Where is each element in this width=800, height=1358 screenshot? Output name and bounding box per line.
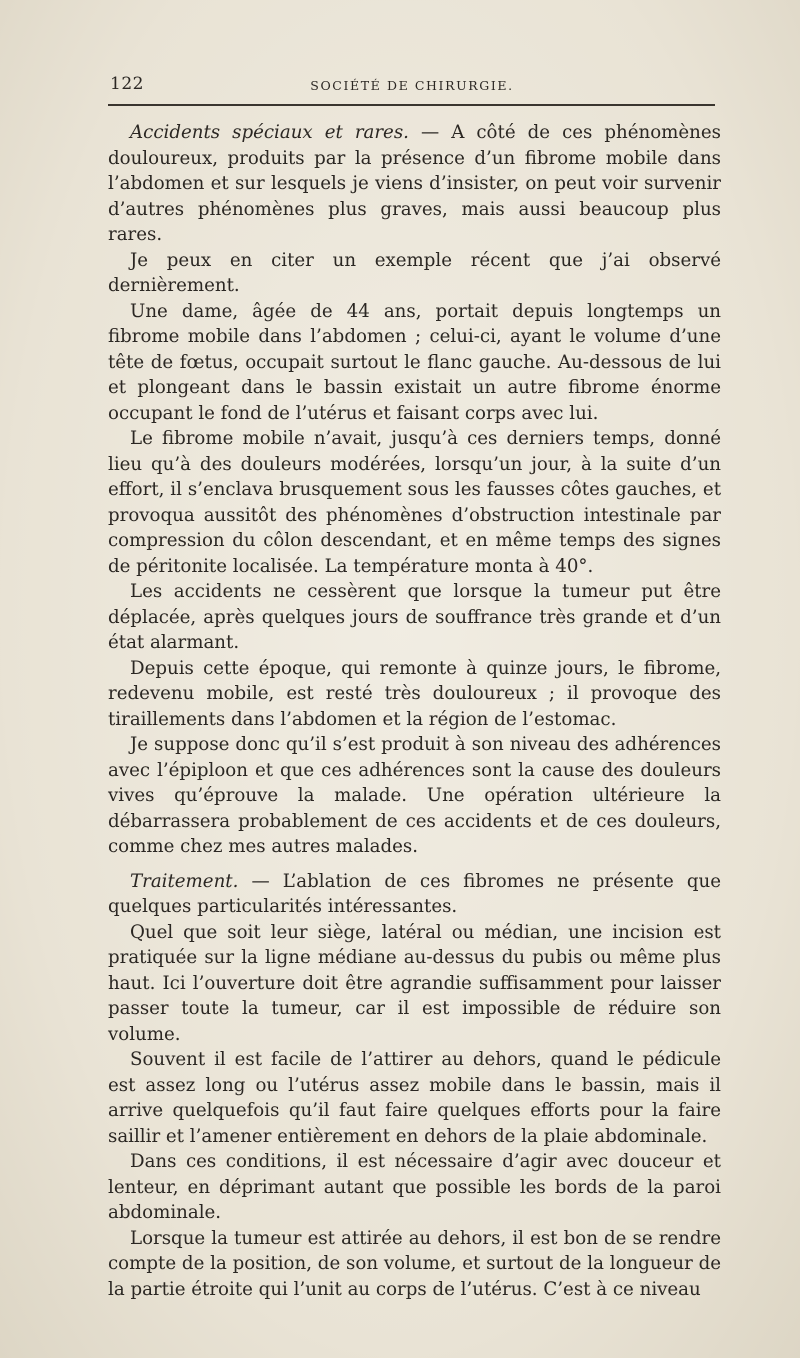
- paragraph: Lorsque la tumeur est attirée au dehors, il est bon de se rendre compte de la position, de son volume, et surtout de la longueur de la partie étroite qui l’unit au corps de l’utérus. C’est à ce niveau: [108, 1227, 721, 1300]
- paragraph: Souvent il est facile de l’attirer au dehors, quand le pédicule est assez long ou l’utérus assez mobile dans le bassin, mais il arrive quelquefois qu’il faut faire quelques efforts pour la faire saillir et l’amener entièrement en dehors de la plaie abdominale.: [108, 1049, 721, 1147]
- body-text: [108, 120, 721, 1302]
- paragraph: Je suppose donc qu’il s’est produit à son niveau des adhérences avec l’épiploon et que ces adhérences sont la cause des douleurs vives qu’éprouve la malade. Une opération ultérieure la débarrassera probablement de ces accidents et de ces douleurs, comme chez mes autres malades.: [108, 734, 721, 857]
- paragraph: Accidents spéciaux et rares. — A côté de ces phénomènes douloureux, produits par la présence d’un fibrome mobile dans l’abdomen et sur lesquels je viens d’insister, on peut voir survenir d’autres phénomènes plus graves, mais aussi beaucoup plus rares.: [108, 122, 721, 245]
- paragraph: Traitement. — L’ablation de ces fibromes ne présente que quelques particularités intéressantes.: [108, 870, 721, 917]
- paragraph: Le fibrome mobile n’avait, jusqu’à ces derniers temps, donné lieu qu’à des douleurs modérées, lorsqu’un jour, à la suite d’un effort, il s’enclava brusquement sous les fausses côtes gauches, et provoqua aussitôt des phénomènes d’obstruction intestinale par compression du côlon descendant, et en même temps des signes de péritonite localisée. La température monta à 40°.: [108, 428, 721, 577]
- paragraph: Depuis cette époque, qui remonte à quinze jours, le fibrome, redevenu mobile, est resté très douloureux ; il provoque des tiraillements dans l’abdomen et la région de l’estomac.: [108, 657, 721, 730]
- header-rule: [108, 104, 715, 106]
- section-heading-traitement: Traitement.: [130, 870, 239, 892]
- section-heading-accidents: Accidents spéciaux et rares.: [130, 122, 409, 143]
- paragraph: Quel que soit leur siège, latéral ou médian, une incision est pratiquée sur la ligne médiane au-dessus du pubis ou même plus haut. Ici l’ouverture doit être agrandie suffisamment pour laisser passer toute la tumeur, car il est impossible de réduire son volume.: [108, 921, 721, 1045]
- paragraph: Une dame, âgée de 44 ans, portait depuis longtemps un fibrome mobile dans l’abdomen ; celui-ci, ayant le volume d’une tête de fœtus, occupait surtout le flanc gauche. Au-dessous de lui et plongeant dans le bassin existait un autre fibrome énorme occupant le fond de l’utérus et faisant corps avec lui.: [108, 300, 721, 424]
- paragraph: Les accidents ne cessèrent que lorsque la tumeur put être déplacée, après quelques jours de souffrance très grande et d’un état alarmant.: [108, 581, 721, 653]
- paragraph: Je peux en citer un exemple récent que j’ai observé dernièrement.: [108, 249, 721, 296]
- page-header: [110, 74, 714, 100]
- running-title: SOCIÉTÉ DE CHIRURGIE.: [310, 78, 514, 93]
- paragraph: Dans ces conditions, il est nécessaire d’agir avec douceur et lenteur, en déprimant autant que possible les bords de la paroi abdominale.: [108, 1151, 721, 1223]
- page-number: 122: [110, 74, 144, 94]
